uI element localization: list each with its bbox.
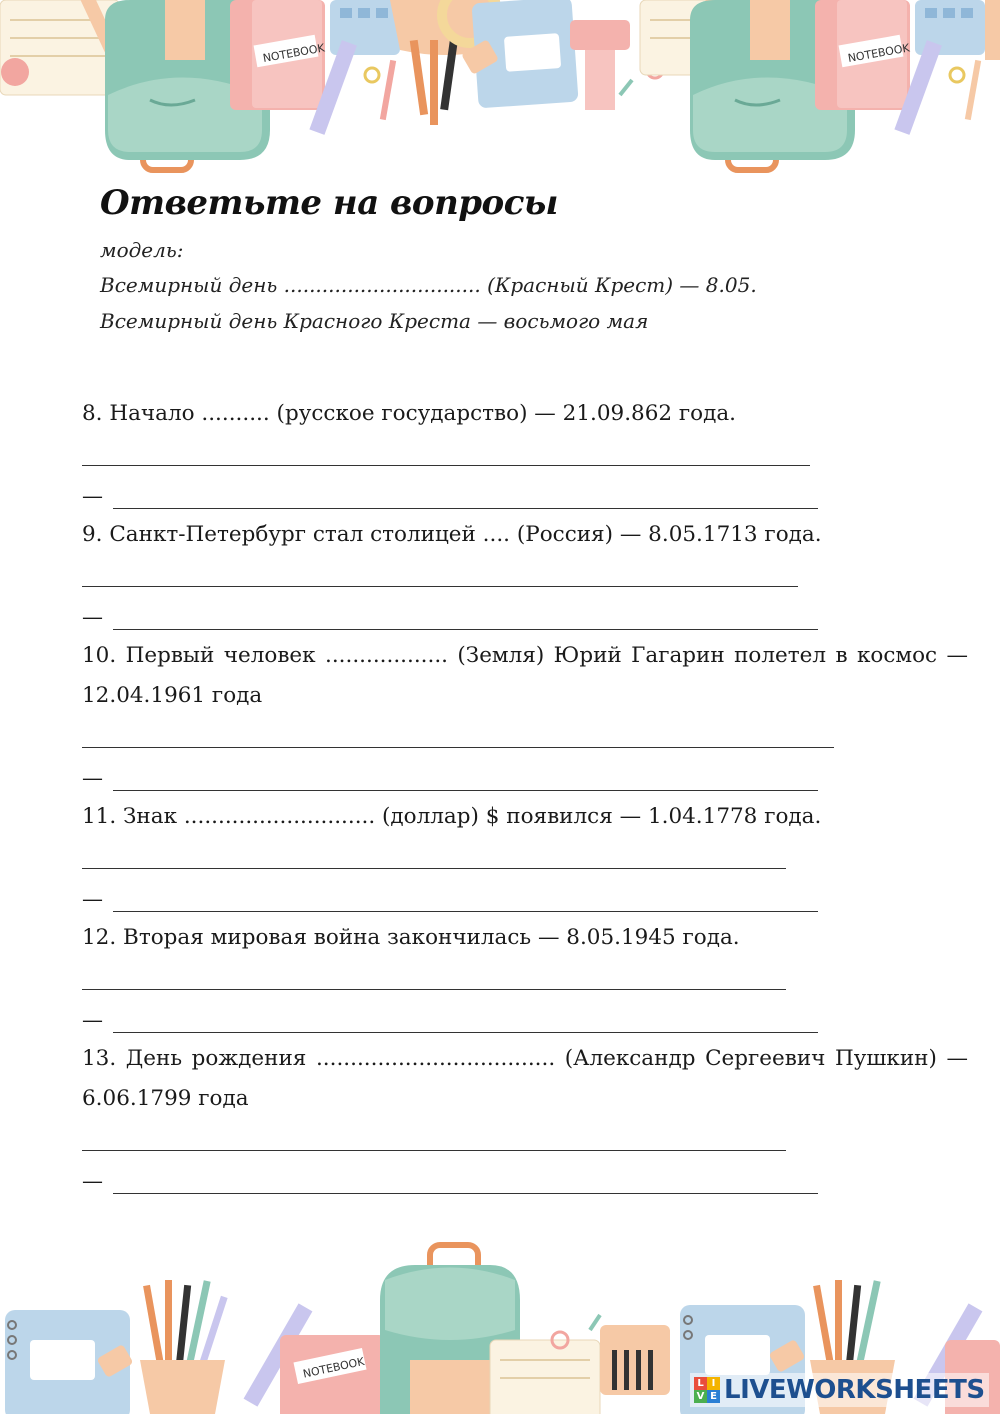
question-10: 10. Первый человек .................. (Земля) Юрий Гагарин полетел в космос — 12.04.1961 года	[82, 643, 968, 708]
liveworksheets-logo[interactable]	[690, 1373, 989, 1407]
notebook-label-top-left: NOTEBOOK	[261, 41, 326, 66]
school-supplies-illustration	[0, 0, 1000, 170]
answer-dash-line-11[interactable]	[113, 911, 818, 912]
notebook-label-bottom: NOTEBOOK	[301, 1354, 366, 1381]
dash-13: —	[82, 1169, 103, 1193]
model-label: модель:	[100, 238, 184, 262]
logo-text: LIVEWORKSHEETS	[724, 1375, 985, 1405]
logo-badge-icon	[694, 1377, 720, 1403]
question-9: 9. Санкт-Петербург стал столицей .... (Россия) — 8.05.1713 года.	[82, 522, 822, 547]
answer-dash-line-13[interactable]	[113, 1193, 818, 1194]
model-example: Всемирный день ............................... (Красный Крест) — 8.05.	[100, 273, 757, 297]
notebook-label-top-right: NOTEBOOK	[846, 41, 911, 66]
dash-9: —	[82, 605, 103, 629]
answer-line-12[interactable]	[82, 989, 786, 990]
model-answer: Всемирный день Красного Креста — восьмого мая	[100, 309, 649, 333]
dash-10: —	[82, 766, 103, 790]
question-8: 8. Начало .......... (русское государство) — 21.09.862 года.	[82, 401, 736, 426]
dash-11: —	[82, 887, 103, 911]
page-title: Ответьте на вопросы	[100, 183, 559, 223]
logo-letter-e: E	[707, 1390, 720, 1403]
logo-letter-i: I	[707, 1377, 720, 1390]
dash-12: —	[82, 1008, 103, 1032]
dash-8: —	[82, 484, 103, 508]
answer-line-10[interactable]	[82, 747, 834, 748]
question-12: 12. Вторая мировая война закончилась — 8.05.1945 года.	[82, 925, 740, 950]
top-decoration	[0, 0, 1000, 175]
answer-line-13[interactable]	[82, 1150, 786, 1151]
answer-line-11[interactable]	[82, 868, 786, 869]
question-13: 13. День рождения ................................... (Александр Сергеевич Пушкин) — 6.06.1799 года	[82, 1046, 968, 1111]
logo-letter-v: V	[694, 1390, 707, 1403]
question-11: 11. Знак ............................ (доллар) $ появился — 1.04.1778 года.	[82, 804, 822, 829]
logo-letter-l: L	[694, 1377, 707, 1390]
answer-dash-line-8[interactable]	[113, 508, 818, 509]
answer-line-9[interactable]	[82, 586, 798, 587]
answer-dash-line-10[interactable]	[113, 790, 818, 791]
answer-dash-line-9[interactable]	[113, 629, 818, 630]
answer-dash-line-12[interactable]	[113, 1032, 818, 1033]
answer-line-8[interactable]	[82, 465, 810, 466]
